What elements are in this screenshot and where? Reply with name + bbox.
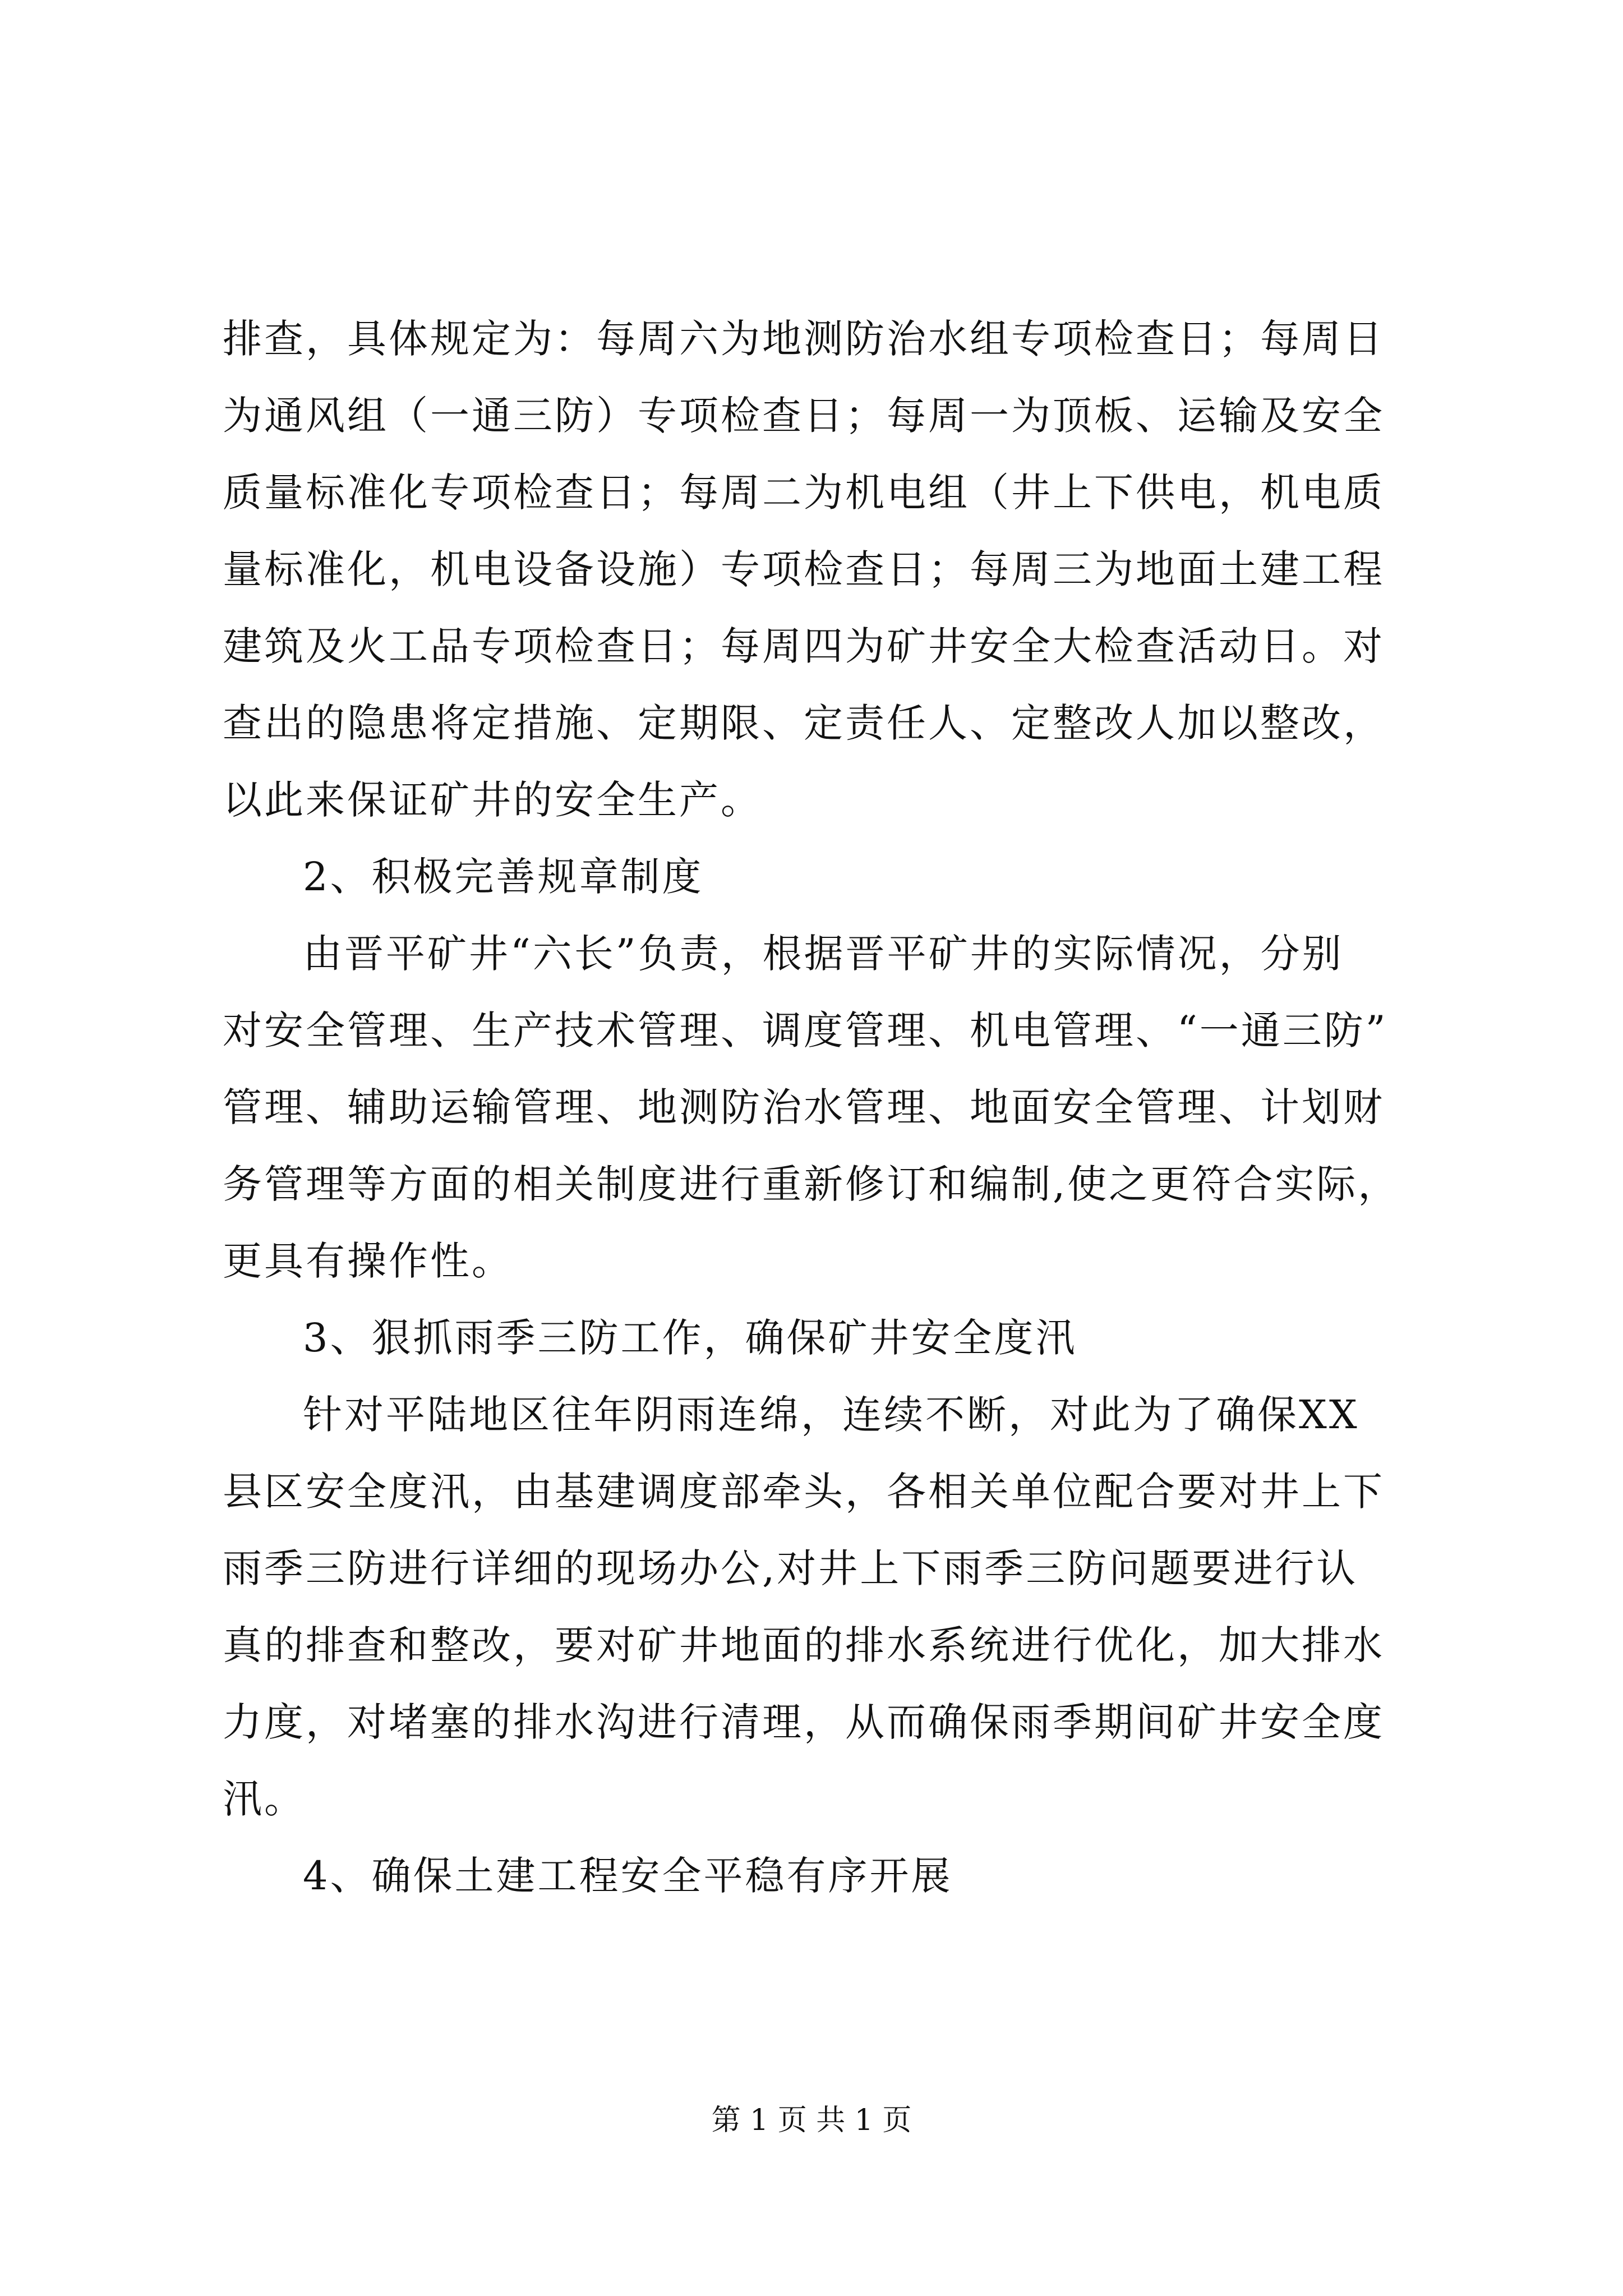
- section-heading: 3、狠抓雨季三防工作，确保矿井安全度汛: [303, 1315, 1077, 1361]
- paragraph-line: 更具有操作性。: [223, 1238, 513, 1284]
- paragraph-line: 由晋平矿井“六长”负责，根据晋平矿井的实际情况，分别: [303, 931, 1344, 977]
- paragraph-line: 量标准化，机电设备设施）专项检查日；每周三为地面土建工程: [223, 546, 1385, 592]
- paragraph-line: 管理、辅助运输管理、地测防治水管理、地面安全管理、计划财: [223, 1084, 1385, 1130]
- paragraph-line: 汛。: [223, 1776, 306, 1822]
- paragraph-line: 真的排查和整改，要对矿井地面的排水系统进行优化，加大排水: [223, 1622, 1385, 1668]
- paragraph-line: 雨季三防进行详细的现场办公,对井上下雨季三防问题要进行认: [223, 1545, 1358, 1591]
- paragraph-line: 针对平陆地区往年阴雨连绵，连续不断，对此为了确保XX: [303, 1392, 1359, 1438]
- paragraph-line: 为通风组（一通三防）专项检查日；每周一为顶板、运输及安全: [223, 393, 1385, 439]
- paragraph-line: 排查，具体规定为：每周六为地测防治水组专项检查日；每周日: [223, 316, 1385, 362]
- paragraph-line: 以此来保证矿井的安全生产。: [223, 777, 762, 823]
- section-heading: 2、积极完善规章制度: [303, 854, 704, 900]
- paragraph-line: 建筑及火工品专项检查日；每周四为矿井安全大检查活动日。对: [223, 623, 1385, 669]
- paragraph-line: 力度，对堵塞的排水沟进行清理，从而确保雨季期间矿井安全度: [223, 1699, 1385, 1745]
- section-heading: 4、确保土建工程安全平稳有序开展: [303, 1853, 953, 1899]
- page-footer: 第 1 页 共 1 页: [711, 2104, 912, 2137]
- paragraph-line: 对安全管理、生产技术管理、调度管理、机电管理、“一通三防”: [223, 1007, 1388, 1053]
- paragraph-line: 县区安全度汛，由基建调度部牵头，各相关单位配合要对井上下: [223, 1469, 1385, 1515]
- paragraph-line: 务管理等方面的相关制度进行重新修订和编制,使之更符合实际，: [223, 1161, 1400, 1207]
- paragraph-line: 质量标准化专项检查日；每周二为机电组（井上下供电，机电质: [223, 470, 1385, 516]
- paragraph-line: 查出的隐患将定措施、定期限、定责任人、定整改人加以整改，: [223, 700, 1385, 746]
